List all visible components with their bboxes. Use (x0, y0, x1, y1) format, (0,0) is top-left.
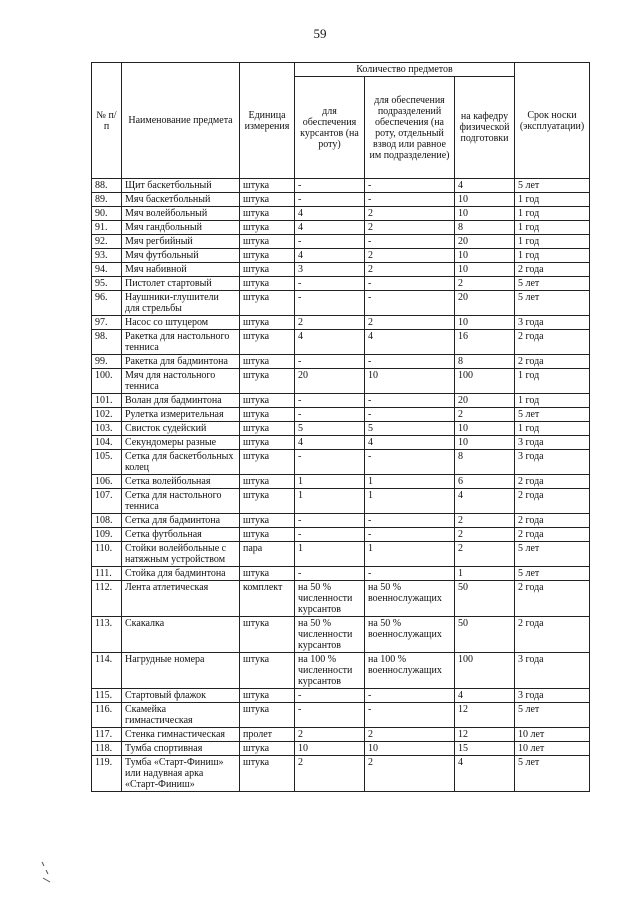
cell-units: - (365, 689, 455, 703)
page-number: 59 (313, 26, 327, 41)
cell-term: 1 год (515, 249, 590, 263)
cell-num: 112. (92, 581, 122, 617)
header-department: на кафедру физической подготовки (455, 77, 515, 179)
cell-units: 5 (365, 422, 455, 436)
cell-dept: 10 (455, 207, 515, 221)
cell-term: 5 лет (515, 756, 590, 792)
cell-unit: штука (240, 528, 295, 542)
cell-cadets: - (295, 179, 365, 193)
cell-num: 99. (92, 355, 122, 369)
cell-unit: штука (240, 450, 295, 475)
cell-units: - (365, 277, 455, 291)
cell-name: Мяч для настольного тенниса (122, 369, 240, 394)
table-row (92, 249, 590, 263)
cell-num: 113. (92, 617, 122, 653)
cell-unit: штука (240, 291, 295, 316)
cell-name: Ракетка для настольного тенниса (122, 330, 240, 355)
cell-units: - (365, 291, 455, 316)
cell-term: 10 лет (515, 728, 590, 742)
cell-cadets: - (295, 514, 365, 528)
cell-unit: штука (240, 703, 295, 728)
cell-term: 1 год (515, 235, 590, 249)
cell-dept: 16 (455, 330, 515, 355)
cell-dept: 8 (455, 221, 515, 235)
cell-unit: штука (240, 436, 295, 450)
cell-num: 97. (92, 316, 122, 330)
table-row (92, 514, 590, 528)
cell-dept: 2 (455, 542, 515, 567)
header-cadets: для обеспечения курсантов (на роту) (295, 77, 365, 179)
cell-dept: 12 (455, 728, 515, 742)
cell-dept: 100 (455, 653, 515, 689)
cell-term: 10 лет (515, 742, 590, 756)
cell-units: - (365, 514, 455, 528)
cell-term: 2 года (515, 617, 590, 653)
cell-term: 3 года (515, 436, 590, 450)
header-num: № п/п (92, 63, 122, 179)
cell-dept: 2 (455, 514, 515, 528)
cell-term: 2 года (515, 355, 590, 369)
cell-unit: штука (240, 179, 295, 193)
cell-dept: 50 (455, 581, 515, 617)
cell-units: 2 (365, 728, 455, 742)
cell-units: 2 (365, 249, 455, 263)
cell-name: Щит баскетбольный (122, 179, 240, 193)
cell-cadets: - (295, 567, 365, 581)
cell-unit: штука (240, 369, 295, 394)
cell-dept: 1 (455, 567, 515, 581)
cell-num: 103. (92, 422, 122, 436)
cell-term: 5 лет (515, 291, 590, 316)
cell-name: Мяч регбийный (122, 235, 240, 249)
cell-num: 96. (92, 291, 122, 316)
table-row (92, 193, 590, 207)
cell-units: 2 (365, 316, 455, 330)
cell-units: - (365, 193, 455, 207)
cell-term: 1 год (515, 221, 590, 235)
cell-cadets: - (295, 394, 365, 408)
cell-unit: штука (240, 475, 295, 489)
cell-unit: штука (240, 567, 295, 581)
cell-unit: штука (240, 221, 295, 235)
cell-units: - (365, 355, 455, 369)
cell-cadets: - (295, 450, 365, 475)
cell-term: 3 года (515, 450, 590, 475)
cell-num: 119. (92, 756, 122, 792)
table-row (92, 179, 590, 193)
cell-term: 2 года (515, 475, 590, 489)
cell-term: 3 года (515, 316, 590, 330)
cell-cadets: 20 (295, 369, 365, 394)
table-row (92, 542, 590, 567)
cell-num: 95. (92, 277, 122, 291)
cell-dept: 10 (455, 316, 515, 330)
cell-cadets: - (295, 277, 365, 291)
table-row (92, 263, 590, 277)
table-row (92, 316, 590, 330)
cell-units: 2 (365, 756, 455, 792)
table-row (92, 422, 590, 436)
cell-term: 1 год (515, 394, 590, 408)
cell-name: Нагрудные номера (122, 653, 240, 689)
table-row (92, 689, 590, 703)
table-body (92, 179, 590, 792)
cell-cadets: 10 (295, 742, 365, 756)
table-row (92, 235, 590, 249)
cell-num: 88. (92, 179, 122, 193)
cell-dept: 2 (455, 408, 515, 422)
cell-num: 91. (92, 221, 122, 235)
cell-name: Сетка для бадминтона (122, 514, 240, 528)
cell-term: 2 года (515, 489, 590, 514)
cell-num: 111. (92, 567, 122, 581)
cell-term: 5 лет (515, 567, 590, 581)
table-row (92, 436, 590, 450)
table-row (92, 489, 590, 514)
cell-unit: штука (240, 408, 295, 422)
cell-name: Волан для бадминтона (122, 394, 240, 408)
cell-num: 117. (92, 728, 122, 742)
cell-term: 1 год (515, 193, 590, 207)
cell-name: Стойка для бадминтона (122, 567, 240, 581)
cell-cadets: 4 (295, 330, 365, 355)
cell-dept: 100 (455, 369, 515, 394)
cell-cadets: 4 (295, 249, 365, 263)
cell-dept: 4 (455, 756, 515, 792)
cell-cadets: 1 (295, 475, 365, 489)
cell-dept: 10 (455, 263, 515, 277)
cell-dept: 20 (455, 291, 515, 316)
table-row (92, 450, 590, 475)
cell-units: - (365, 703, 455, 728)
cell-term: 1 год (515, 369, 590, 394)
cell-num: 101. (92, 394, 122, 408)
cell-unit: штука (240, 394, 295, 408)
cell-num: 89. (92, 193, 122, 207)
cell-num: 106. (92, 475, 122, 489)
cell-units: - (365, 567, 455, 581)
cell-units: - (365, 179, 455, 193)
header-quantity-group: Количество предметов (295, 63, 515, 77)
cell-unit: штука (240, 277, 295, 291)
cell-name: Тумба «Старт-Финиш» или надувная арка «Старт-Финиш» (122, 756, 240, 792)
table-row (92, 742, 590, 756)
header-term: Срок носки (эксплуатации) (515, 63, 590, 179)
cell-num: 110. (92, 542, 122, 567)
cell-term: 3 года (515, 653, 590, 689)
table-row (92, 617, 590, 653)
cell-name: Мяч набивной (122, 263, 240, 277)
table-row (92, 728, 590, 742)
cell-cadets: 4 (295, 207, 365, 221)
cell-unit: штука (240, 355, 295, 369)
cell-units: - (365, 394, 455, 408)
cell-units: 4 (365, 330, 455, 355)
cell-dept: 4 (455, 489, 515, 514)
cell-unit: штука (240, 263, 295, 277)
cell-num: 94. (92, 263, 122, 277)
table-row (92, 221, 590, 235)
cell-num: 102. (92, 408, 122, 422)
cell-cadets: - (295, 703, 365, 728)
cell-dept: 10 (455, 422, 515, 436)
cell-cadets: - (295, 355, 365, 369)
cell-num: 92. (92, 235, 122, 249)
cell-term: 5 лет (515, 179, 590, 193)
cell-name: Ракетка для бадминтона (122, 355, 240, 369)
cell-term: 2 года (515, 330, 590, 355)
cell-unit: комплект (240, 581, 295, 617)
cell-cadets: - (295, 689, 365, 703)
cell-num: 108. (92, 514, 122, 528)
cell-num: 114. (92, 653, 122, 689)
cell-units: 2 (365, 221, 455, 235)
table-row (92, 703, 590, 728)
cell-num: 107. (92, 489, 122, 514)
cell-unit: штука (240, 653, 295, 689)
cell-cadets: 1 (295, 542, 365, 567)
cell-num: 104. (92, 436, 122, 450)
cell-dept: 20 (455, 394, 515, 408)
header-name: Наименование предмета (122, 63, 240, 179)
cell-units: 4 (365, 436, 455, 450)
cell-cadets: на 50 % численности курсантов (295, 581, 365, 617)
cell-units: - (365, 235, 455, 249)
cell-cadets: на 100 % численности курсантов (295, 653, 365, 689)
cell-unit: штука (240, 235, 295, 249)
cell-dept: 2 (455, 528, 515, 542)
table-row (92, 330, 590, 355)
cell-units: на 50 % военнослужащих (365, 617, 455, 653)
cell-cadets: - (295, 408, 365, 422)
cell-term: 2 года (515, 514, 590, 528)
table-row (92, 475, 590, 489)
cell-cadets: 2 (295, 756, 365, 792)
cell-units: - (365, 408, 455, 422)
cell-unit: пролет (240, 728, 295, 742)
header-unit: Единица измерения (240, 63, 295, 179)
table-row (92, 528, 590, 542)
cell-unit: штука (240, 193, 295, 207)
cell-name: Сетка футбольная (122, 528, 240, 542)
cell-cadets: 4 (295, 221, 365, 235)
cell-name: Рулетка измерительная (122, 408, 240, 422)
cell-units: 1 (365, 489, 455, 514)
cell-cadets: 5 (295, 422, 365, 436)
cell-num: 100. (92, 369, 122, 394)
cell-num: 116. (92, 703, 122, 728)
cell-dept: 8 (455, 355, 515, 369)
cell-term: 1 год (515, 207, 590, 221)
cell-units: 10 (365, 742, 455, 756)
cell-unit: штука (240, 249, 295, 263)
cell-unit: штука (240, 207, 295, 221)
cell-dept: 4 (455, 179, 515, 193)
cell-name: Тумба спортивная (122, 742, 240, 756)
cell-dept: 10 (455, 249, 515, 263)
cell-term: 2 года (515, 263, 590, 277)
cell-units: - (365, 528, 455, 542)
cell-name: Сетка для настольного тенниса (122, 489, 240, 514)
cell-name: Стартовый флажок (122, 689, 240, 703)
cell-name: Стойки волейбольные с натяжным устройством (122, 542, 240, 567)
cell-unit: пара (240, 542, 295, 567)
cell-dept: 4 (455, 689, 515, 703)
cell-name: Скамейка гимнастическая (122, 703, 240, 728)
cell-unit: штука (240, 742, 295, 756)
header-units: для обеспечения подразделений обеспечения (на роту, отдельный взвод или равное им подразделение) (365, 77, 455, 179)
cell-name: Наушники-глушители для стрельбы (122, 291, 240, 316)
cell-cadets: 4 (295, 436, 365, 450)
table-row (92, 277, 590, 291)
cell-name: Мяч футбольный (122, 249, 240, 263)
cell-unit: штука (240, 756, 295, 792)
cell-cadets: - (295, 528, 365, 542)
cell-dept: 8 (455, 450, 515, 475)
table-row (92, 567, 590, 581)
cell-name: Мяч баскетбольный (122, 193, 240, 207)
cell-unit: штука (240, 422, 295, 436)
table-row (92, 207, 590, 221)
cell-dept: 2 (455, 277, 515, 291)
cell-name: Свисток судейский (122, 422, 240, 436)
table-row (92, 653, 590, 689)
cell-unit: штука (240, 489, 295, 514)
cell-name: Сетка волейбольная (122, 475, 240, 489)
cell-name: Скакалка (122, 617, 240, 653)
table-row (92, 756, 590, 792)
cell-cadets: 2 (295, 728, 365, 742)
cell-term: 2 года (515, 581, 590, 617)
cell-cadets: - (295, 291, 365, 316)
margin-mark (40, 860, 54, 886)
cell-cadets: 2 (295, 316, 365, 330)
cell-term: 5 лет (515, 277, 590, 291)
cell-unit: штука (240, 316, 295, 330)
cell-term: 1 год (515, 422, 590, 436)
cell-term: 5 лет (515, 542, 590, 567)
equipment-table (91, 62, 590, 792)
cell-unit: штука (240, 617, 295, 653)
cell-unit: штука (240, 689, 295, 703)
cell-units: 2 (365, 207, 455, 221)
table-row (92, 581, 590, 617)
cell-dept: 10 (455, 436, 515, 450)
cell-unit: штука (240, 330, 295, 355)
cell-cadets: на 50 % численности курсантов (295, 617, 365, 653)
cell-term: 3 года (515, 689, 590, 703)
cell-num: 115. (92, 689, 122, 703)
cell-units: 1 (365, 542, 455, 567)
cell-unit: штука (240, 514, 295, 528)
table-row (92, 369, 590, 394)
cell-name: Пистолет стартовый (122, 277, 240, 291)
cell-dept: 12 (455, 703, 515, 728)
cell-units: на 50 % военнослужащих (365, 581, 455, 617)
table-row (92, 394, 590, 408)
cell-units: - (365, 450, 455, 475)
cell-units: на 100 % военнослужащих (365, 653, 455, 689)
cell-cadets: - (295, 193, 365, 207)
cell-num: 93. (92, 249, 122, 263)
cell-name: Стенка гимнастическая (122, 728, 240, 742)
cell-name: Мяч гандбольный (122, 221, 240, 235)
cell-dept: 20 (455, 235, 515, 249)
cell-cadets: - (295, 235, 365, 249)
table-row (92, 355, 590, 369)
table-row (92, 408, 590, 422)
table-row (92, 291, 590, 316)
cell-dept: 6 (455, 475, 515, 489)
cell-cadets: 3 (295, 263, 365, 277)
cell-cadets: 1 (295, 489, 365, 514)
cell-name: Мяч волейбольный (122, 207, 240, 221)
cell-name: Насос со штуцером (122, 316, 240, 330)
cell-term: 2 года (515, 528, 590, 542)
cell-num: 118. (92, 742, 122, 756)
cell-term: 5 лет (515, 408, 590, 422)
cell-name: Лента атлетическая (122, 581, 240, 617)
cell-units: 10 (365, 369, 455, 394)
cell-dept: 15 (455, 742, 515, 756)
cell-num: 98. (92, 330, 122, 355)
cell-units: 1 (365, 475, 455, 489)
cell-dept: 10 (455, 193, 515, 207)
cell-num: 105. (92, 450, 122, 475)
cell-name: Секундомеры разные (122, 436, 240, 450)
cell-num: 90. (92, 207, 122, 221)
cell-term: 5 лет (515, 703, 590, 728)
cell-units: 2 (365, 263, 455, 277)
cell-dept: 50 (455, 617, 515, 653)
cell-num: 109. (92, 528, 122, 542)
cell-name: Сетка для баскетбольных колец (122, 450, 240, 475)
